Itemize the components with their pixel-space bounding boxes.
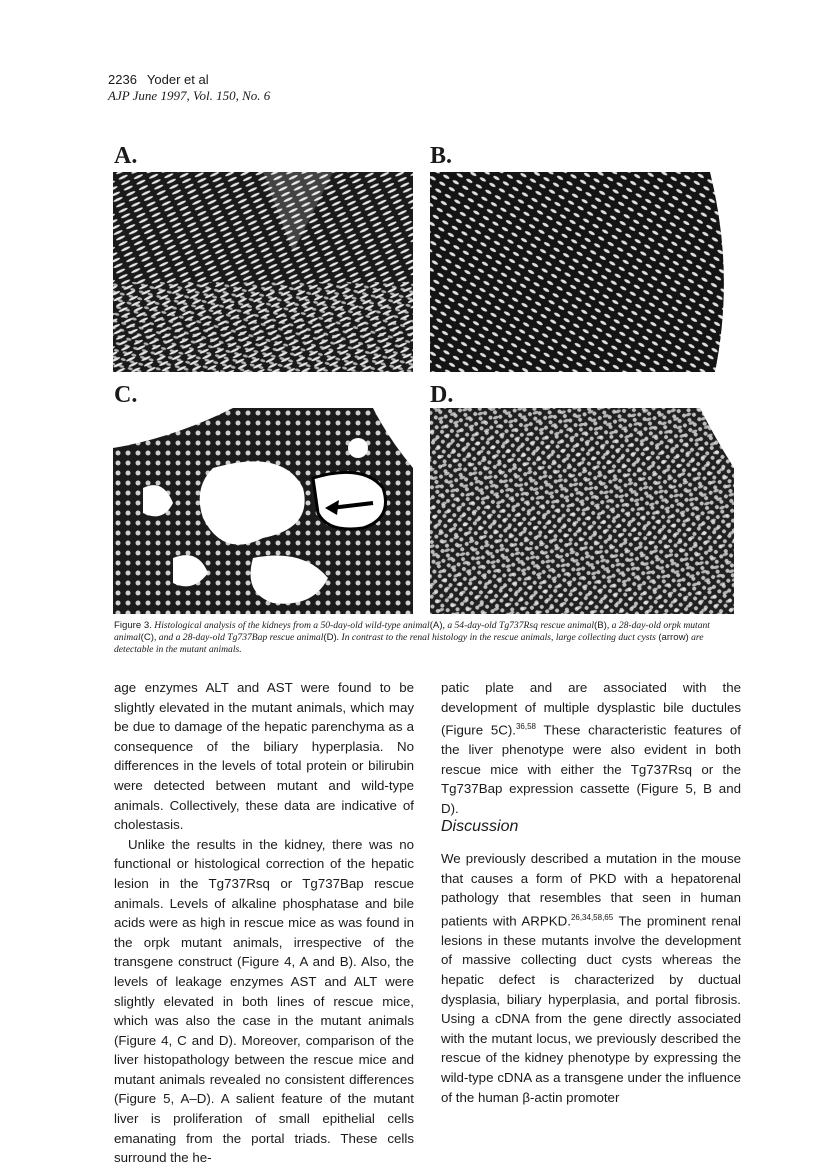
left-paragraph-2: Unlike the results in the kidney, there was no functional or histological correction of the hepatic lesion in the Tg737Rsq or Tg737Bap rescue animals. Levels of alkaline phosphatase and bile acids were as high in rescue mice as was found in the orpk mutant animals, irrespective of the transgene construct (Figure 4, A and B). Also, the levels of leakage enzymes AST and ALT were slightly elevated in both lines of rescue mice, which was also the case in the mutant animals (Figure 4, C and D). Moreover, comparison of the liver histopathology between the rescue mice and mutant animals revealed no consistent differences (Figure 5, A–D). A salient feature of the mutant liver is proliferation of small epithelial cells emanating from the portal triads. These cells surround the he- [114,836,414,1166]
panel-label-d: D. [430,382,454,408]
figure-caption [114,620,714,656]
caption-key-d: (D) [323,632,337,643]
caption-text-2: , a 54-day-old Tg737Rsq rescue animal [442,620,595,631]
citation-sup-2: 26,34,58,65 [570,912,614,922]
citation-sup-1: 36,58 [515,722,536,732]
right-paragraph-1a: patic plate and are associated with the development of multiple dysplastic bile ductules (Figure 5C). [441,680,741,738]
caption-text-3: , a 28-day-old orpk mutant animal [114,620,710,643]
caption-key-arrow: (arrow) [658,632,689,643]
right-paragraph-2b: The prominent renal lesions in these mutants involve the development of massive collecting duct cysts whereas the hepatic defect is characterized by ductual dysplasia, biliary hyperplasia, and portal fibrosis. Using a cDNA from the gene directly associated with the mutant locus, we previously described the rescue of the kidney phenotype by expressing the wild-type cDNA as a transgene under the influence of the human β-actin promoter [441,913,741,1105]
caption-key-b: (B) [594,620,607,631]
authors: Yoder et al [146,72,209,87]
caption-text-6: are detectable in the mutant animals. [114,632,704,655]
page-number: 2236 [108,72,137,87]
panel-label-c: C. [114,382,138,408]
caption-text-5: . In contrast to the renal histology in the rescue animals, large collecting duct cysts [336,632,656,643]
panel-label-b: B. [430,143,453,169]
caption-text-4: , and a 28-day-old Tg737Bap rescue animal [153,632,324,643]
panel-label-a: A. [114,143,138,169]
left-column [114,678,414,1168]
right-column-top [441,678,741,819]
left-paragraph-1: age enzymes ALT and AST were found to be slightly elevated in the mutant animals, which may be due to damage of the hepatic parenchyma as a consequence of the biliary hyperplasia. No differences in the levels of total protein or bilirubin were detected between mutant and wild-type animals. Collectively, these data are indicative of cholestasis. [114,680,414,833]
section-heading-discussion: Discussion [441,818,519,835]
figure-label: Figure 3. [114,620,152,631]
journal-citation: AJP June 1997, Vol. 150, No. 6 [108,88,271,103]
micrograph-a [113,172,413,372]
micrograph-d [430,408,734,614]
caption-key-c: (C) [140,632,154,643]
micrograph-b [430,172,740,372]
running-header [108,72,209,87]
right-column-bottom [441,849,741,1107]
right-paragraph-1b: These characteristic features of the liver phenotype were also evident in both rescue mice with either the Tg737Rsq or the Tg737Bap expression cassette (Figure 5, B and D). [441,722,741,816]
caption-text-1: Histological analysis of the kidneys from a 50-day-old wild-type animal [154,620,430,631]
caption-key-a: (A) [429,620,443,631]
micrograph-c [113,408,413,614]
right-paragraph-2a: We previously described a mutation in the mouse that causes a form of PKD with a hepatorenal pathology that resembles that seen in human patients with ARPKD. [441,851,741,929]
